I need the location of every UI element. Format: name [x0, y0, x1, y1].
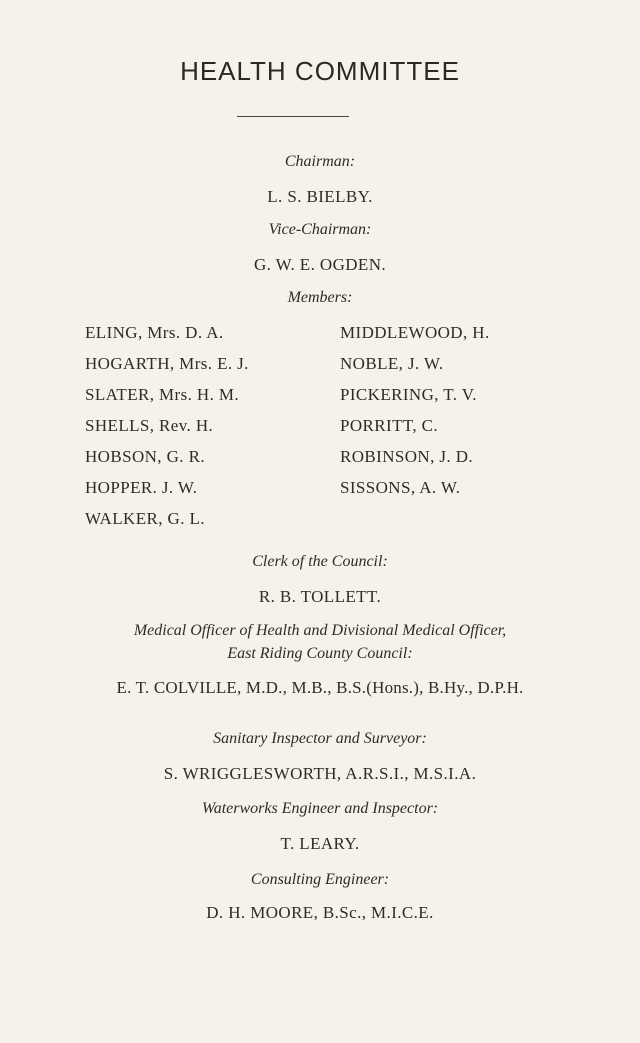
- consulting-engineer-name: D. H. MOORE, B.Sc., M.I.C.E.: [206, 903, 434, 922]
- member-name: HOPPER. J. W.: [85, 478, 198, 497]
- members-heading: Members:: [287, 289, 353, 306]
- member-name: SISSONS, A. W.: [340, 478, 461, 497]
- clerk-role: Clerk of the Council:: [252, 553, 388, 570]
- sanitary-inspector-role: Sanitary Inspector and Surveyor:: [213, 730, 427, 747]
- vice-chairman-name: G. W. E. OGDEN.: [253, 255, 387, 274]
- member-name: HOBSON, G. R.: [85, 447, 205, 466]
- waterworks-engineer-role: Waterworks Engineer and Inspector:: [201, 800, 439, 817]
- clerk-name: R. B. TOLLETT.: [258, 587, 382, 606]
- member-name: PORRITT, C.: [340, 416, 439, 435]
- consulting-engineer-role: Consulting Engineer:: [250, 871, 390, 888]
- chairman-name: L. S. BIELBY.: [267, 187, 373, 206]
- member-name: ROBINSON, J. D.: [340, 447, 474, 466]
- member-name: SLATER, Mrs. H. M.: [85, 385, 240, 404]
- medical-officer-name: E. T. COLVILLE, M.D., M.B., B.S.(Hons.), B.Hy., D.P.H.: [116, 678, 524, 697]
- member-name: WALKER, G. L.: [85, 509, 205, 528]
- sanitary-inspector-name: S. WRIGGLESWORTH, A.R.S.I., M.S.I.A.: [163, 764, 477, 783]
- medical-officer-role-line1: Medical Officer of Health and Divisional Medical Officer,: [133, 622, 507, 639]
- member-name: NOBLE, J. W.: [340, 354, 444, 373]
- title-divider: [237, 116, 349, 117]
- member-name: ELING, Mrs. D. A.: [85, 323, 224, 342]
- member-name: PICKERING, T. V.: [340, 385, 477, 404]
- member-name: HOGARTH, Mrs. E. J.: [85, 354, 249, 373]
- medical-officer-role-line2: East Riding County Council:: [227, 645, 413, 662]
- member-name: SHELLS, Rev. H.: [85, 416, 214, 435]
- waterworks-engineer-name: T. LEARY.: [280, 834, 360, 853]
- member-name: MIDDLEWOOD, H.: [340, 323, 490, 342]
- page-title: HEALTH COMMITTEE: [180, 56, 460, 86]
- chairman-role: Chairman:: [284, 153, 356, 170]
- vice-chairman-role: Vice-Chairman:: [268, 221, 372, 238]
